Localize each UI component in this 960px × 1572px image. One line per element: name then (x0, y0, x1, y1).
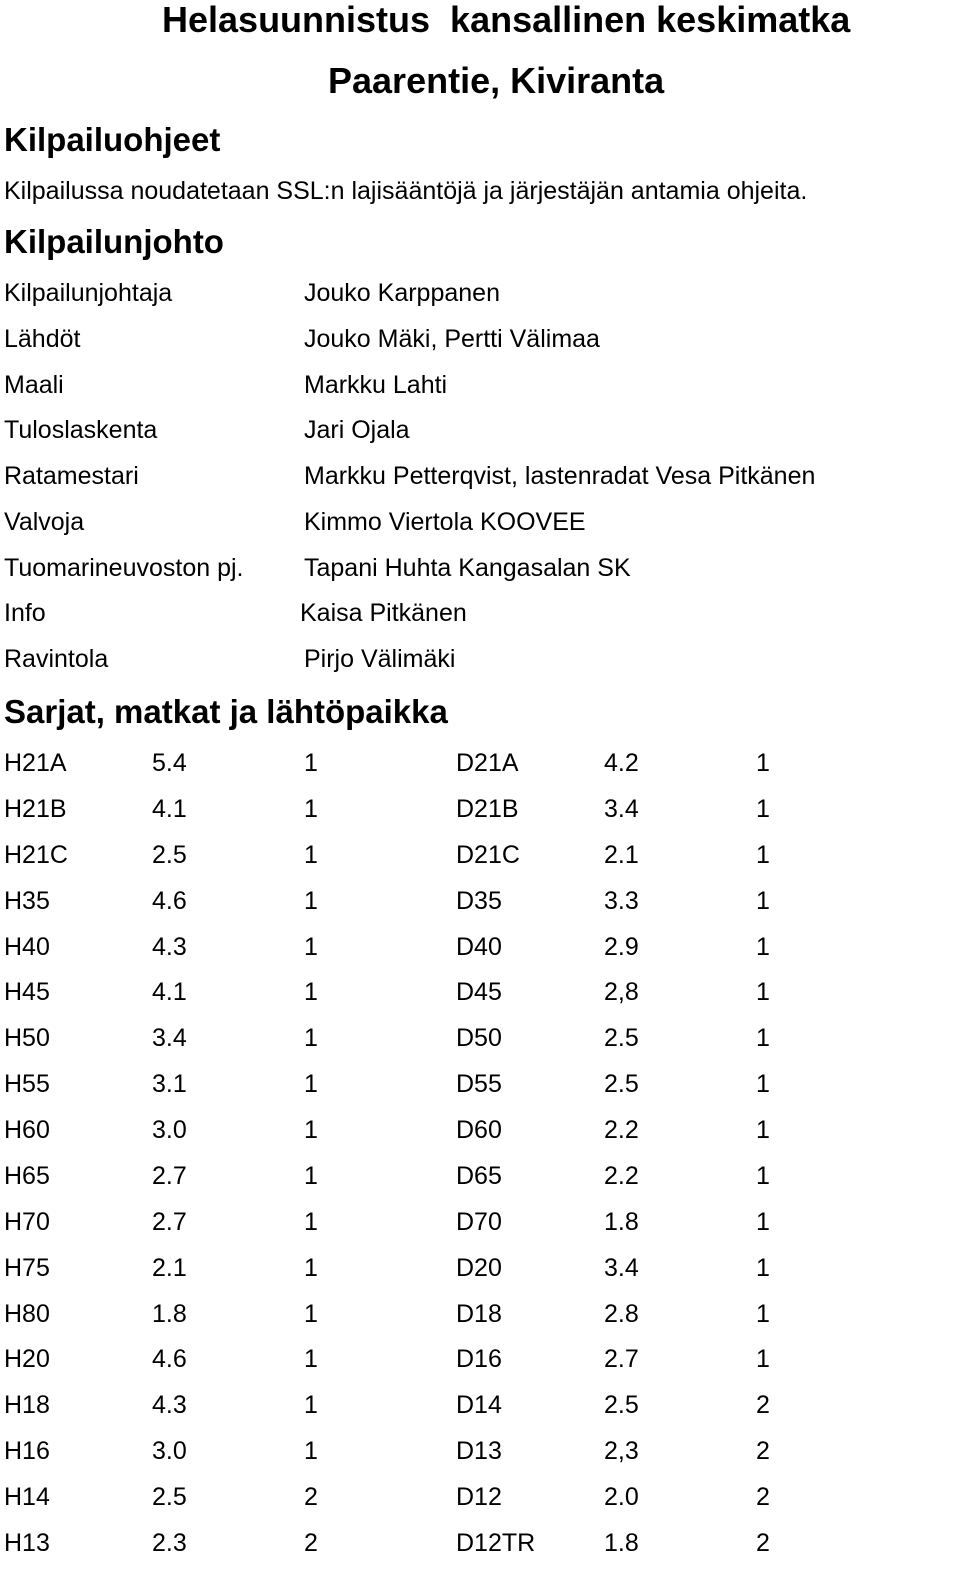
class-name: D65 (456, 1161, 502, 1190)
class-name: D45 (456, 978, 502, 1007)
distance: 2.5 (604, 1024, 639, 1053)
class-name: H21A (4, 749, 67, 777)
start-place: 1 (304, 978, 318, 1007)
class-name: H40 (4, 932, 50, 961)
start-place: 2 (756, 1483, 770, 1511)
class-name: H60 (4, 1116, 50, 1144)
start-place: 1 (756, 886, 770, 915)
management-row (0, 642, 960, 688)
class-name: H35 (4, 886, 50, 915)
distance: 4.2 (604, 749, 639, 777)
class-name: D18 (456, 1299, 502, 1328)
start-place: 1 (304, 886, 318, 915)
role-label: Lähdöt (4, 324, 81, 353)
start-place: 1 (756, 1299, 770, 1328)
start-place: 1 (756, 840, 770, 869)
distance: 2.7 (152, 1207, 187, 1236)
start-place: 1 (756, 1253, 770, 1282)
class-name: H45 (4, 978, 50, 1007)
start-place: 2 (304, 1528, 318, 1557)
class-name: D12TR (456, 1528, 536, 1557)
distance: 2.0 (604, 1483, 639, 1511)
class-name: H70 (4, 1207, 50, 1236)
distance: 3.4 (604, 1253, 639, 1282)
table-row (0, 975, 960, 1021)
management-list (0, 276, 960, 688)
start-place: 2 (756, 1528, 770, 1557)
start-place: 1 (756, 794, 770, 823)
classes-table (0, 746, 960, 1572)
class-name: D20 (456, 1253, 502, 1282)
distance: 2.2 (604, 1161, 639, 1190)
start-place: 1 (756, 1207, 770, 1236)
table-row (0, 1067, 960, 1113)
class-name: D70 (456, 1207, 502, 1236)
rules-heading: Kilpailuohjeet (4, 121, 221, 158)
distance: 4.1 (152, 794, 187, 823)
start-place: 2 (756, 1437, 770, 1466)
distance: 2.5 (152, 1483, 187, 1511)
start-place: 2 (304, 1483, 318, 1511)
table-row (0, 1159, 960, 1205)
start-place: 1 (304, 1253, 318, 1282)
distance: 2.5 (604, 1391, 639, 1420)
classes-heading: Sarjat, matkat ja lähtöpaikka (4, 693, 448, 730)
distance: 2.1 (152, 1253, 187, 1282)
class-name: H16 (4, 1437, 50, 1466)
table-row (0, 930, 960, 976)
role-label: Tuloslaskenta (4, 416, 158, 445)
person-name: Jari Ojala (304, 416, 410, 445)
start-place: 1 (304, 749, 318, 777)
distance: 2.7 (604, 1345, 639, 1374)
distance: 3.0 (152, 1437, 187, 1466)
table-row (0, 1342, 960, 1388)
start-place: 1 (304, 1437, 318, 1466)
management-row (0, 276, 960, 322)
table-row (0, 1297, 960, 1343)
distance: 3.4 (152, 1024, 187, 1053)
class-name: H50 (4, 1024, 50, 1053)
table-row (0, 1480, 960, 1526)
distance: 1.8 (604, 1207, 639, 1236)
document-title: Helasuunnistus kansallinen keskimatka (162, 0, 851, 40)
distance: 4.6 (152, 886, 187, 915)
start-place: 2 (756, 1391, 770, 1420)
management-row (0, 505, 960, 551)
start-place: 1 (756, 932, 770, 961)
table-row (0, 1526, 960, 1572)
table-row (0, 1205, 960, 1251)
table-row (0, 1388, 960, 1434)
role-label: Valvoja (4, 507, 85, 536)
document-subtitle: Paarentie, Kiviranta (328, 60, 665, 101)
start-place: 1 (304, 1207, 318, 1236)
role-label: Ravintola (4, 645, 109, 673)
person-name: Kimmo Viertola KOOVEE (304, 507, 586, 536)
class-name: D16 (456, 1345, 502, 1374)
class-name: D21A (456, 749, 519, 777)
table-row (0, 1434, 960, 1480)
distance: 3.3 (604, 886, 639, 915)
class-name: D50 (456, 1024, 502, 1053)
management-row (0, 459, 960, 505)
distance: 2,3 (604, 1437, 639, 1466)
start-place: 1 (756, 1116, 770, 1144)
distance: 2.5 (604, 1070, 639, 1099)
role-label: Kilpailunjohtaja (4, 279, 173, 307)
distance: 4.3 (152, 1391, 187, 1420)
role-label: Ratamestari (4, 462, 139, 490)
person-name: Jouko Mäki, Pertti Välimaa (304, 324, 600, 353)
management-heading: Kilpailunjohto (4, 223, 224, 260)
table-row (0, 838, 960, 884)
class-name: D40 (456, 932, 502, 961)
person-name: Markku Petterqvist, lastenradat Vesa Pitkänen (304, 462, 816, 490)
start-place: 1 (304, 1299, 318, 1328)
person-name: Jouko Karppanen (304, 279, 500, 307)
distance: 3.0 (152, 1116, 187, 1144)
class-name: D60 (456, 1116, 502, 1144)
person-name: Markku Lahti (304, 370, 448, 399)
management-row (0, 551, 960, 597)
role-label: Tuomarineuvoston pj. (4, 553, 244, 582)
start-place: 1 (756, 1161, 770, 1190)
start-place: 1 (756, 1024, 770, 1053)
class-name: D35 (456, 886, 502, 915)
class-name: D13 (456, 1437, 502, 1466)
distance: 3.1 (152, 1070, 187, 1099)
start-place: 1 (304, 1161, 318, 1190)
start-place: 1 (304, 1345, 318, 1374)
distance: 2.3 (152, 1528, 187, 1557)
management-row (0, 322, 960, 368)
class-name: D12 (456, 1483, 502, 1511)
start-place: 1 (304, 1391, 318, 1420)
class-name: H21B (4, 794, 67, 823)
distance: 2.9 (604, 932, 639, 961)
table-row (0, 1113, 960, 1159)
table-row (0, 884, 960, 930)
management-row (0, 368, 960, 414)
distance: 1.8 (152, 1299, 187, 1328)
start-place: 1 (304, 932, 318, 961)
class-name: D21B (456, 794, 519, 823)
rules-text: Kilpailussa noudatetaan SSL:n lajisääntöjä ja järjestäjän antamia ohjeita. (4, 177, 808, 205)
distance: 2.5 (152, 840, 187, 869)
start-place: 1 (756, 1070, 770, 1099)
distance: 2.2 (604, 1116, 639, 1144)
person-name: Tapani Huhta Kangasalan SK (304, 553, 631, 582)
table-row (0, 1251, 960, 1297)
distance: 3.4 (604, 794, 639, 823)
class-name: H80 (4, 1299, 50, 1328)
start-place: 1 (756, 749, 770, 777)
role-label: Info (4, 599, 46, 628)
table-row (0, 1021, 960, 1067)
management-row (0, 596, 960, 642)
start-place: 1 (756, 978, 770, 1007)
class-name: H14 (4, 1483, 50, 1511)
distance: 2.8 (604, 1299, 639, 1328)
distance: 4.3 (152, 932, 187, 961)
class-name: H13 (4, 1528, 50, 1557)
start-place: 1 (304, 840, 318, 869)
table-row (0, 746, 960, 792)
person-name: Pirjo Välimäki (304, 645, 456, 673)
start-place: 1 (756, 1345, 770, 1374)
class-name: H20 (4, 1345, 50, 1374)
distance: 2,8 (604, 978, 639, 1007)
class-name: H55 (4, 1070, 50, 1099)
distance: 4.1 (152, 978, 187, 1007)
role-label: Maali (4, 370, 64, 399)
class-name: H65 (4, 1161, 50, 1190)
distance: 2.1 (604, 840, 639, 869)
class-name: D55 (456, 1070, 502, 1099)
class-name: D21C (456, 840, 520, 869)
distance: 4.6 (152, 1345, 187, 1374)
class-name: H18 (4, 1391, 50, 1420)
table-row (0, 792, 960, 838)
start-place: 1 (304, 1024, 318, 1053)
class-name: H21C (4, 840, 68, 869)
management-row (0, 413, 960, 459)
start-place: 1 (304, 1116, 318, 1144)
distance: 1.8 (604, 1528, 639, 1557)
distance: 2.7 (152, 1161, 187, 1190)
class-name: H75 (4, 1253, 50, 1282)
start-place: 1 (304, 794, 318, 823)
distance: 5.4 (152, 749, 187, 777)
person-name: Kaisa Pitkänen (300, 599, 467, 628)
start-place: 1 (304, 1070, 318, 1099)
class-name: D14 (456, 1391, 502, 1420)
